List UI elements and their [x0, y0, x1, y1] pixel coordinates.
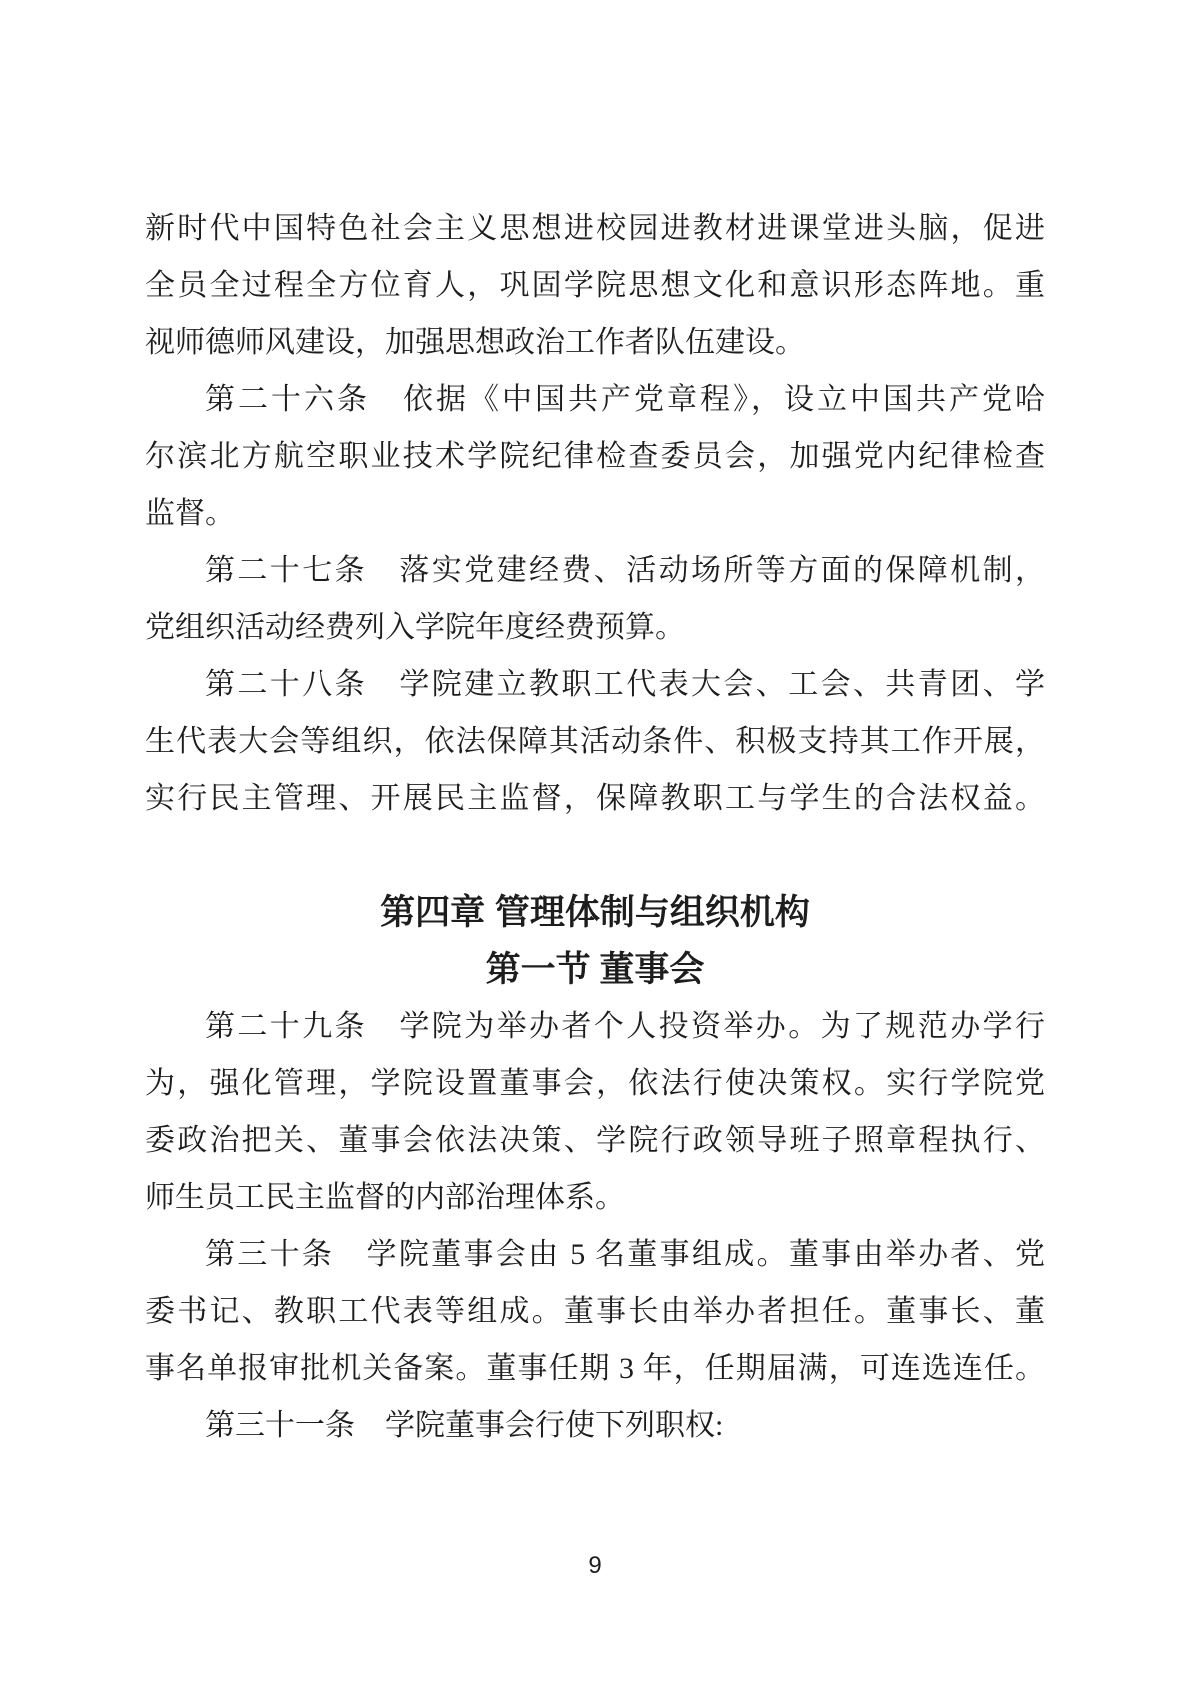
text-line: 全员全过程全方位育人，巩固学院思想文化和意识形态阵地。重 — [145, 269, 1045, 302]
page-content — [145, 200, 1045, 1454]
text-line: 第二十六条 依据《中国共产党章程》，设立中国共产党哈 — [205, 383, 1045, 416]
text-line: 委书记、教职工代表等组成。董事长由举办者担任。董事长、董 — [145, 1295, 1045, 1328]
text-line: 监督。 — [145, 497, 235, 530]
text-line: 第三十条 学院董事会由 5 名董事组成。董事由举办者、党 — [205, 1238, 1045, 1271]
text-line: 生代表大会等组织，依法保障其活动条件、积极支持其工作开展， — [145, 725, 1045, 758]
section-heading: 第一节 董事会 — [485, 950, 705, 989]
text-line: 师生员工民主监督的内部治理体系。 — [145, 1181, 625, 1214]
text-line: 委政治把关、董事会依法决策、学院行政领导班子照章程执行、 — [145, 1124, 1045, 1157]
text-line: 第二十八条 学院建立教职工代表大会、工会、共青团、学 — [205, 668, 1045, 701]
page-number: 9 — [588, 1552, 602, 1579]
chapter-heading: 第四章 管理体制与组织机构 — [380, 893, 810, 932]
text-line: 第二十七条 落实党建经费、活动场所等方面的保障机制， — [205, 554, 1045, 587]
text-line: 新时代中国特色社会主义思想进校园进教材进课堂进头脑，促进 — [145, 212, 1045, 245]
text-line: 党组织活动经费列入学院年度经费预算。 — [145, 611, 685, 644]
text-line: 为，强化管理，学院设置董事会，依法行使决策权。实行学院党 — [145, 1067, 1045, 1100]
text-line: 实行民主管理、开展民主监督，保障教职工与学生的合法权益。 — [145, 782, 1045, 815]
text-line: 尔滨北方航空职业技术学院纪律检查委员会，加强党内纪律检查 — [145, 440, 1045, 473]
text-line: 事名单报审批机关备案。董事任期 3 年，任期届满，可连选连任。 — [145, 1352, 1045, 1385]
text-line: 第二十九条 学院为举办者个人投资举办。为了规范办学行 — [205, 1010, 1045, 1043]
text-line: 第三十一条 学院董事会行使下列职权: — [205, 1409, 724, 1442]
text-line: 视师德师风建设，加强思想政治工作者队伍建设。 — [145, 326, 805, 359]
